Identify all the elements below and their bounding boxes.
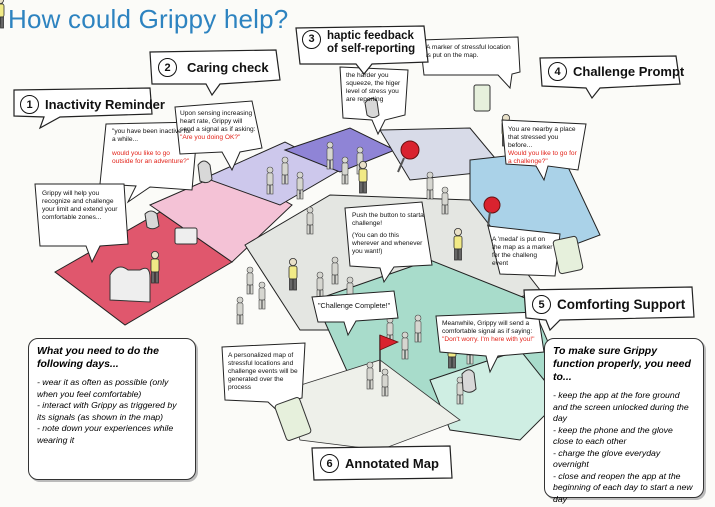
medal-bubble: A 'medal' is put on the map as a marker for the challeng event [492, 236, 553, 267]
function-item-2: - keep the phone and the glove close to each other [553, 424, 673, 446]
todo-item-1: - wear it as often as possible (only when you feel comfortable) [37, 377, 169, 399]
function-box [544, 338, 704, 504]
inactivity-question: would you like to go outside for an adventure?" [112, 150, 190, 165]
step-2-number: 2 [158, 58, 177, 77]
push-button-note: (You can do this wherever and whenever you want!) [352, 232, 423, 255]
step-2-text: Caring check [187, 60, 269, 75]
function-item-4: - close and reopen the app at the beginning of each day to start a new day [553, 470, 693, 504]
inactivity-quote: "you have been inactive for a while... [112, 128, 192, 143]
function-heading: To make sure Grippy function properly, you need to... [553, 345, 691, 383]
step-6-text: Annotated Map [345, 456, 439, 471]
step-6-label [320, 454, 439, 473]
step-3-text: haptic feedback of self-reporting [327, 30, 416, 55]
step-5-text: Comforting Support [557, 297, 686, 312]
todo-item-2: - interact with Grippy as triggered by its signals (as shown in the map) [37, 400, 177, 422]
personalized-map-bubble: A personalized map of stressful locations and challenge events will be generated over the process [228, 352, 298, 391]
step-1-number: 1 [20, 95, 39, 114]
challenge-question: Would you like to go for a challenge?" [508, 150, 577, 165]
caring-bubble [180, 110, 258, 142]
todo-heading: What you need to do the following days... [37, 345, 159, 370]
todo-box [28, 338, 196, 480]
caring-text: Upon sensing increasing heart rate, Grippy will send a signal as if asking: [180, 110, 256, 133]
caring-question: "Are you doing OK?" [180, 134, 241, 141]
function-item-1: - keep the app at the fore ground and the screen unlocked during the day [553, 390, 689, 423]
comfort-text: Meanwhile, Grippy will send a comfortable signal as if saying: [442, 320, 533, 335]
step-5-label [532, 295, 685, 314]
challenge-bubble [508, 126, 580, 166]
step-4-number: 4 [548, 62, 567, 81]
comfort-quote: "Don't worry. I'm here with you!" [442, 336, 535, 343]
push-button-text: Push the button to starta challenge! [352, 212, 424, 227]
squeeze-bubble: the harder you squeeze, the higer level of stress you are reporting [346, 72, 401, 103]
step-4-label [548, 62, 684, 81]
step-1-label [20, 95, 165, 114]
marker-stress-bubble: A marker of stressful location is put on the map. [426, 44, 511, 59]
push-button-bubble [352, 212, 426, 256]
step-2-label [158, 58, 269, 77]
step-1-text: Inactivity Reminder [45, 97, 165, 112]
challenge-text: You are nearby a place that stressed you before... [508, 126, 576, 149]
step-6-number: 6 [320, 454, 339, 473]
page-title: How could Grippy help? [8, 4, 289, 34]
todo-item-3: - note down your experiences while wearing it [37, 423, 174, 445]
step-3-label [302, 30, 426, 56]
step-4-text: Challenge Prompt [573, 64, 685, 79]
challenge-complete-bubble: "Challenge Complete!" [318, 301, 391, 310]
step-5-number: 5 [532, 295, 551, 314]
grippy-help-bubble: Grippy will help you recognize and challenge your limit and extend your comfortable zones... [42, 190, 118, 221]
function-item-3: - charge the glove everyday overnight [553, 447, 661, 469]
step-3-number: 3 [302, 30, 321, 49]
comfort-bubble [442, 320, 538, 344]
